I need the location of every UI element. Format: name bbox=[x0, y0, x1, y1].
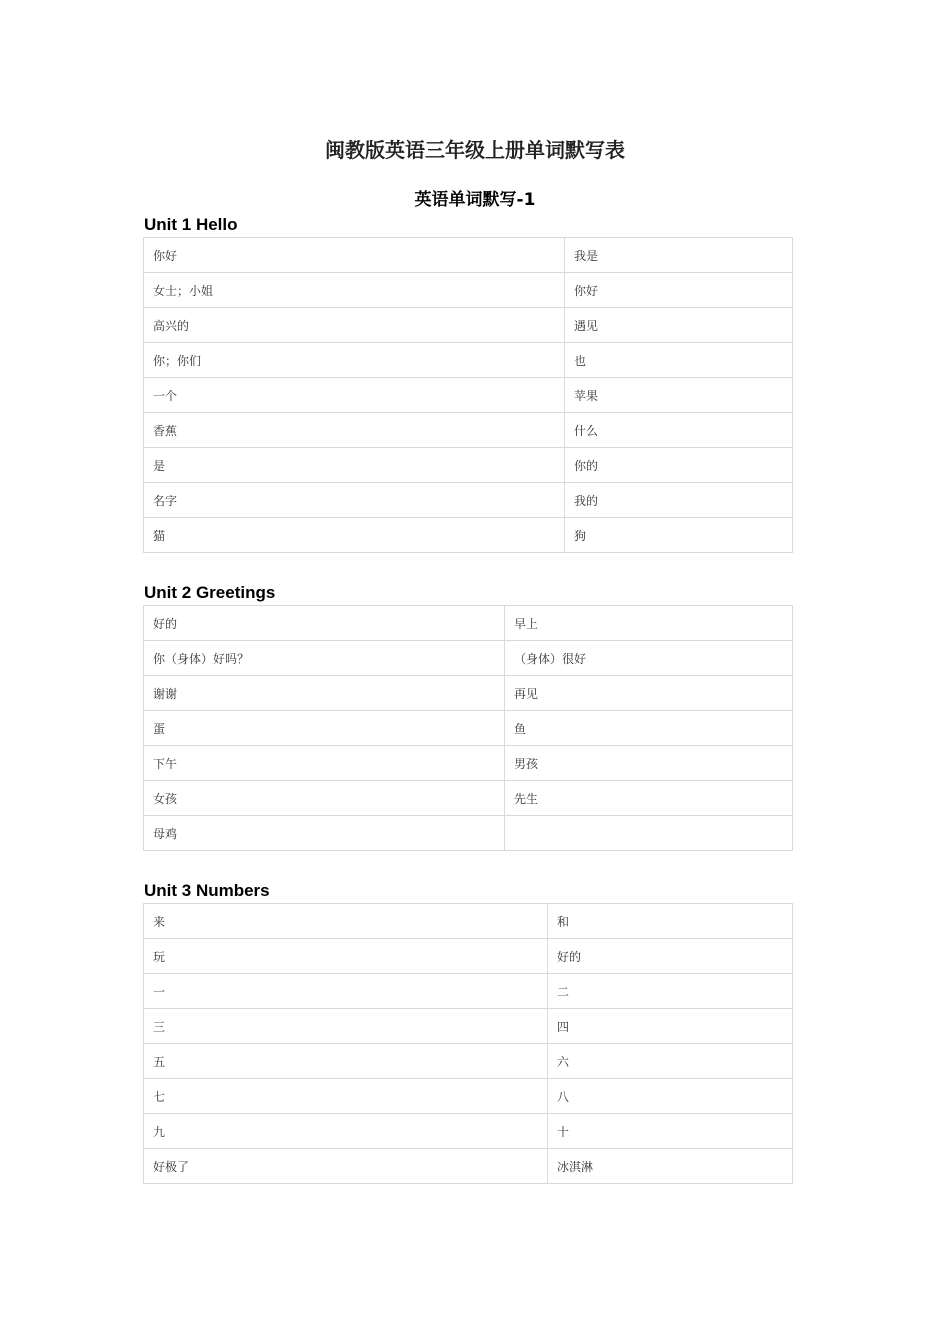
table-cell: 你的 bbox=[565, 448, 793, 483]
table-row bbox=[144, 518, 793, 553]
table-cell: 高兴的 bbox=[144, 308, 565, 343]
table-cell: 名字 bbox=[144, 483, 565, 518]
unit-3-heading: Unit 3 Numbers bbox=[144, 881, 270, 900]
unit-1-heading: Unit 1 Hello bbox=[144, 215, 238, 234]
table-cell: 也 bbox=[565, 343, 793, 378]
table-cell: 是 bbox=[144, 448, 565, 483]
table-row bbox=[144, 904, 793, 939]
table-cell: 你（身体）好吗？ bbox=[144, 641, 505, 676]
table-cell: 好的 bbox=[548, 939, 793, 974]
table-cell: 香蕉 bbox=[144, 413, 565, 448]
table-cell: 先生 bbox=[505, 781, 793, 816]
table-row bbox=[144, 378, 793, 413]
table-cell: 十 bbox=[548, 1114, 793, 1149]
table-cell: 女孩 bbox=[144, 781, 505, 816]
table-cell: 玩 bbox=[144, 939, 548, 974]
table-cell: 猫 bbox=[144, 518, 565, 553]
table-cell: 鱼 bbox=[505, 711, 793, 746]
table-cell: 冰淇淋 bbox=[548, 1149, 793, 1184]
table-row bbox=[144, 746, 793, 781]
table-row bbox=[144, 816, 793, 851]
table-row bbox=[144, 781, 793, 816]
table-cell: 下午 bbox=[144, 746, 505, 781]
table-cell: 你好 bbox=[144, 238, 565, 273]
table-cell: 早上 bbox=[505, 606, 793, 641]
table-cell: 六 bbox=[548, 1044, 793, 1079]
unit-2-heading: Unit 2 Greetings bbox=[144, 583, 276, 602]
table-cell: 好极了 bbox=[144, 1149, 548, 1184]
table-cell: 好的 bbox=[144, 606, 505, 641]
table-row bbox=[144, 1044, 793, 1079]
table-cell: 遇见 bbox=[565, 308, 793, 343]
table-cell: 母鸡 bbox=[144, 816, 505, 851]
table-row bbox=[144, 606, 793, 641]
table-cell: 七 bbox=[144, 1079, 548, 1114]
page-title: 闽教版英语三年级上册单词默写表 bbox=[325, 138, 625, 162]
table-row bbox=[144, 1079, 793, 1114]
table-row bbox=[144, 483, 793, 518]
table-row bbox=[144, 711, 793, 746]
table-row bbox=[144, 448, 793, 483]
table-cell: 再见 bbox=[505, 676, 793, 711]
table-cell: 你；你们 bbox=[144, 343, 565, 378]
table-row bbox=[144, 1114, 793, 1149]
table-cell: 和 bbox=[548, 904, 793, 939]
unit-2-table bbox=[143, 605, 793, 851]
table-cell: 狗 bbox=[565, 518, 793, 553]
table-row bbox=[144, 676, 793, 711]
table-row bbox=[144, 1009, 793, 1044]
table-cell: 你好 bbox=[565, 273, 793, 308]
table-row bbox=[144, 238, 793, 273]
table-cell: 蛋 bbox=[144, 711, 505, 746]
table-cell: 二 bbox=[548, 974, 793, 1009]
table-cell: 一个 bbox=[144, 378, 565, 413]
section-subtitle: 英语单词默写-1 bbox=[414, 190, 536, 210]
table-cell: 八 bbox=[548, 1079, 793, 1114]
table-row bbox=[144, 974, 793, 1009]
table-cell: 来 bbox=[144, 904, 548, 939]
table-row bbox=[144, 413, 793, 448]
unit-1-table bbox=[143, 237, 793, 553]
unit-3-table bbox=[143, 903, 793, 1184]
table-cell: 谢谢 bbox=[144, 676, 505, 711]
table-cell: 三 bbox=[144, 1009, 548, 1044]
table-cell: 男孩 bbox=[505, 746, 793, 781]
table-cell: 一 bbox=[144, 974, 548, 1009]
table-cell: 苹果 bbox=[565, 378, 793, 413]
table-cell: 我的 bbox=[565, 483, 793, 518]
table-cell: 我是 bbox=[565, 238, 793, 273]
table-cell: 什么 bbox=[565, 413, 793, 448]
table-cell: 九 bbox=[144, 1114, 548, 1149]
table-cell: 女士；小姐 bbox=[144, 273, 565, 308]
table-row bbox=[144, 641, 793, 676]
table-cell: （身体）很好 bbox=[505, 641, 793, 676]
table-row bbox=[144, 343, 793, 378]
table-cell: 五 bbox=[144, 1044, 548, 1079]
table-cell bbox=[505, 816, 793, 851]
table-row bbox=[144, 1149, 793, 1184]
table-row bbox=[144, 939, 793, 974]
table-row bbox=[144, 273, 793, 308]
table-cell: 四 bbox=[548, 1009, 793, 1044]
table-row bbox=[144, 308, 793, 343]
